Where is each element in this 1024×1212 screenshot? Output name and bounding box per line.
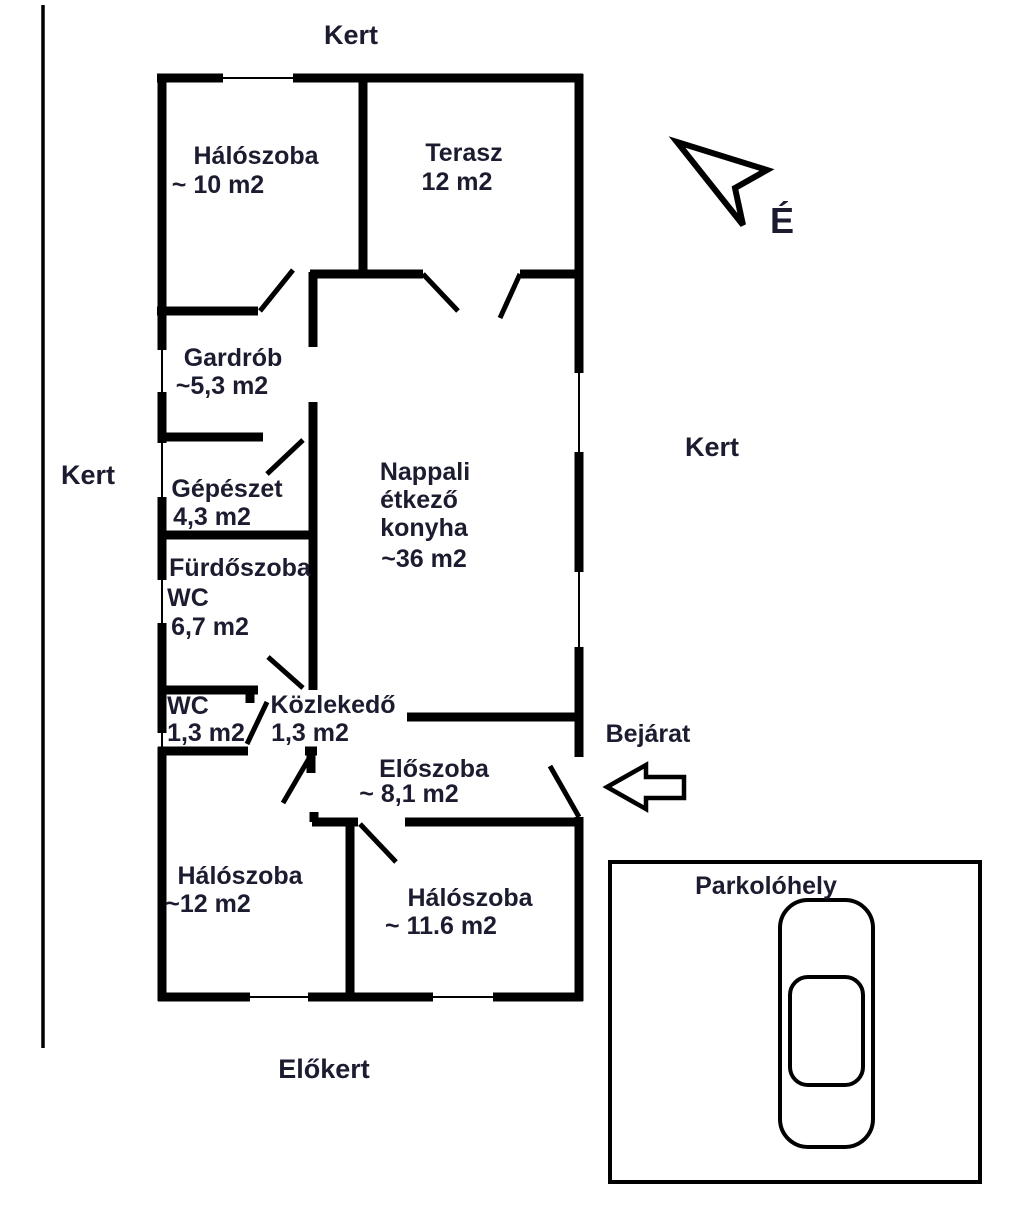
room-name-foyer: Előszoba (379, 755, 489, 783)
room-name-wc: WC (167, 692, 209, 720)
room-name1-living: Nappali (379, 458, 471, 486)
room-area-terrace: 12 m2 (421, 168, 493, 196)
garden-label-left: Kert (60, 460, 116, 490)
room-name-bathroom: Fürdőszoba (169, 554, 311, 582)
north-arrow-icon (677, 142, 767, 225)
parking-area (610, 862, 980, 1182)
room-area-foyer: ~ 8,1 m2 (359, 780, 459, 808)
room-name-bedroom-south: Hálószoba (407, 884, 533, 912)
north-arrow (677, 142, 794, 241)
room-name2-living: étkező (380, 486, 458, 514)
room-area-wardrobe: ~5,3 m2 (175, 372, 269, 400)
room-name2-bathroom: WC (167, 584, 209, 612)
room-name-bedroom-west: Hálószoba (177, 862, 303, 890)
room-area-mechanical: 4,3 m2 (173, 503, 251, 531)
room-area-corridor: 1,3 m2 (271, 719, 349, 747)
room-name-bedroom-north: Hálószoba (193, 142, 319, 170)
garden-label-top: Kert (323, 20, 379, 50)
entrance-arrow-icon (607, 765, 684, 809)
room-area-living: ~36 m2 (381, 545, 467, 573)
room-name-terrace: Terasz (425, 139, 503, 167)
entrance-label: Bejárat (605, 720, 691, 748)
front-garden-label: Előkert (278, 1054, 370, 1084)
room-area-wc: 1,3 m2 (167, 719, 245, 747)
room-name-wardrobe: Gardrób (183, 344, 283, 372)
room-area-bedroom-west: ~12 m2 (165, 890, 251, 918)
room-name-mechanical: Gépészet (171, 475, 283, 503)
parking-label: Parkolóhely (695, 872, 837, 900)
room-area-bedroom-north: ~ 10 m2 (171, 171, 265, 199)
room-area-bathroom: 6,7 m2 (171, 613, 249, 641)
north-label: É (769, 200, 795, 241)
room-area-bedroom-south: ~ 11.6 m2 (385, 912, 497, 940)
garden-label-right: Kert (684, 432, 740, 462)
room-name-corridor: Közlekedő (270, 691, 396, 719)
room-name3-living: konyha (380, 514, 468, 542)
car-body-icon (780, 900, 873, 1147)
